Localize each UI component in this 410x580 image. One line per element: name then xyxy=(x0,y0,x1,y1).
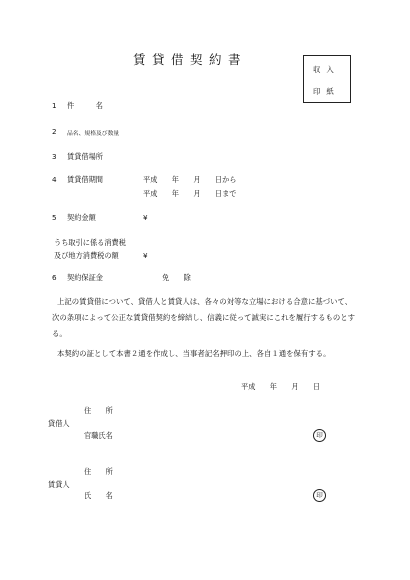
body-paragraph-line3: る。 xyxy=(52,329,67,338)
amount-yen: ¥ xyxy=(143,213,148,222)
body-paragraph-line2: 次の条項によって公正な賃貸借契約を締結し、信義に従って誠実にこれを履行するものとす xyxy=(52,313,356,322)
borrower-name-label: 官職氏名 xyxy=(84,431,113,440)
item-number-1: 1 xyxy=(52,101,57,110)
contract-date: 平成 年 月 日 xyxy=(241,382,321,391)
lender-address-label: 住 所 xyxy=(84,467,113,476)
lender-seal-icon: 印 xyxy=(313,489,326,502)
item-number-3: 3 xyxy=(52,152,57,161)
tax-label-line1: うち取引に係る消費税 xyxy=(54,238,126,247)
item-number-2: 2 xyxy=(52,127,57,136)
lender-role: 賃貸人 xyxy=(48,480,70,489)
body-paragraph-line1: 上記の賃貸借について、貸借人と賃貸人は、各々の対等な立場における合意に基づいて、 xyxy=(57,297,353,306)
item-label-subject: 件 名 xyxy=(67,101,103,110)
stamp-label-top: 収入 xyxy=(313,65,340,74)
stamp-label-bottom: 印紙 xyxy=(313,87,340,96)
document-title: 賃貸借契約書 xyxy=(133,52,248,67)
borrower-role: 貸借人 xyxy=(48,419,70,428)
item-label-deposit: 契約保証金 xyxy=(67,273,103,282)
item-label-amount: 契約金額 xyxy=(67,213,96,222)
deposit-value: 免 除 xyxy=(162,273,191,282)
item-label-location: 賃貸借場所 xyxy=(67,152,103,161)
item-label-period: 賃貸借期間 xyxy=(67,175,103,184)
borrower-address-label: 住 所 xyxy=(84,406,113,415)
item-number-4: 4 xyxy=(52,175,57,184)
item-number-5: 5 xyxy=(52,213,57,222)
lender-name-label: 氏 名 xyxy=(84,491,113,500)
borrower-seal-icon: 印 xyxy=(313,429,326,442)
tax-label-line2: 及び地方消費税の額 xyxy=(54,251,119,260)
item-label-goods: 品名、規格及び数量 xyxy=(67,131,120,137)
period-from: 平成 年 月 日から xyxy=(143,175,237,184)
tax-yen: ¥ xyxy=(143,251,148,260)
period-to: 平成 年 月 日まで xyxy=(143,189,237,198)
body-paragraph-line4: 本契約の証として本書２通を作成し、当事者記名押印の上、各自１通を保有する。 xyxy=(57,349,331,358)
item-number-6: 6 xyxy=(52,273,57,282)
